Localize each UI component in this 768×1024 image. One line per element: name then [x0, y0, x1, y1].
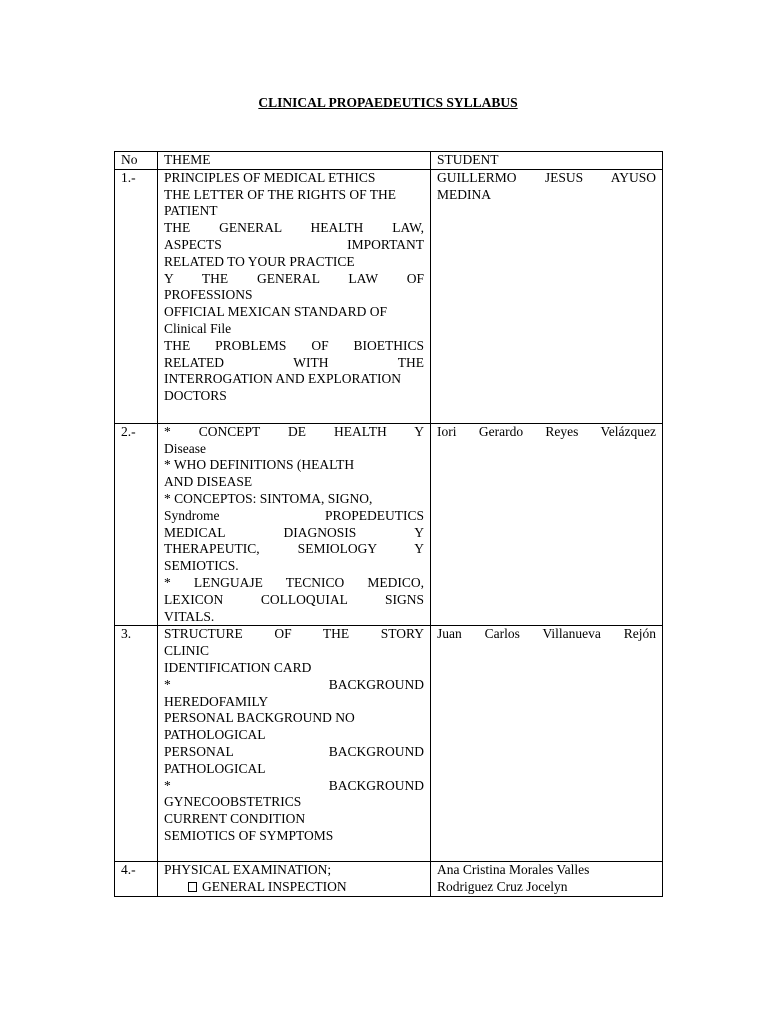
theme-line: PATIENT: [164, 203, 218, 219]
table-row: [115, 626, 663, 862]
theme-line: STRUCTURE OF THE STORY: [164, 626, 424, 642]
theme-line: * LENGUAJE TECNICO MEDICO,: [164, 574, 424, 590]
theme-line: AND DISEASE: [164, 474, 253, 490]
student-name: Juan Carlos Villanueva Rejón: [437, 626, 656, 642]
table-row: [115, 862, 663, 897]
theme-line: IDENTIFICATION CARD: [164, 659, 312, 675]
theme-line: CLINIC: [164, 643, 209, 659]
theme-line: THE LETTER OF THE RIGHTS OF THE: [164, 186, 396, 202]
theme-line: CURRENT CONDITION: [164, 811, 306, 827]
theme-line: PERSONAL BACKGROUND NO: [164, 710, 355, 726]
table-header-row: [115, 152, 663, 170]
student-name: GUILLERMO JESUS AYUSO: [437, 169, 656, 185]
row-number: 1.-: [115, 169, 158, 423]
theme-line: GYNECOOBSTETRICS: [164, 794, 302, 810]
theme-cell: [158, 626, 431, 862]
row-number: 2.-: [115, 423, 158, 626]
theme-line: * WHO DEFINITIONS (HEALTH: [164, 457, 355, 473]
theme-line: HEREDOFAMILY: [164, 693, 269, 709]
student-name: Iori Gerardo Reyes Velázquez: [437, 423, 656, 439]
row-number: 4.-: [115, 862, 158, 897]
theme-line: RELATED WITH THE: [164, 354, 424, 370]
theme-line: Clinical File: [164, 320, 232, 336]
theme-line: PATHOLOGICAL: [164, 727, 266, 743]
theme-line: THE PROBLEMS OF BIOETHICS: [164, 337, 424, 353]
theme-line: VITALS.: [164, 608, 215, 624]
row-number: 3.: [115, 626, 158, 862]
theme-line: SEMIOTICS OF SYMPTOMS: [164, 827, 334, 843]
student-cell: [431, 423, 663, 626]
theme-line: * CONCEPT DE HEALTH Y: [164, 423, 424, 439]
theme-line: PERSONAL BACKGROUND: [164, 743, 424, 759]
table-row: [115, 169, 663, 423]
student-cell: [431, 862, 663, 897]
student-name: Ana Cristina Morales Valles: [437, 862, 590, 878]
theme-line: INTERROGATION AND EXPLORATION: [164, 371, 401, 387]
student-name: Rodriguez Cruz Jocelyn: [437, 879, 568, 895]
theme-line: * BACKGROUND: [164, 676, 424, 692]
page-title: CLINICAL PROPAEDEUTICS SYLLABUS: [258, 95, 518, 110]
checkbox-bullet-icon: [188, 882, 197, 892]
theme-line: * BACKGROUND: [164, 777, 424, 793]
theme-line: * CONCEPTOS: SINTOMA, SIGNO,: [164, 490, 373, 506]
theme-cell: [158, 423, 431, 626]
header-no: No: [115, 152, 158, 170]
theme-line: MEDICAL DIAGNOSIS Y: [164, 524, 424, 540]
theme-line: SEMIOTICS.: [164, 558, 239, 574]
theme-line: ASPECTS IMPORTANT: [164, 236, 424, 252]
theme-line: PHYSICAL EXAMINATION;: [164, 862, 332, 878]
theme-line: OFFICIAL MEXICAN STANDARD OF: [164, 304, 388, 320]
theme-line: Syndrome PROPEDEUTICS: [164, 507, 424, 523]
theme-line: PRINCIPLES OF MEDICAL ETHICS: [164, 169, 376, 185]
theme-cell: [158, 862, 431, 897]
syllabus-table: [114, 151, 663, 897]
theme-line: RELATED TO YOUR PRACTICE: [164, 253, 355, 269]
student-name: MEDINA: [437, 186, 491, 202]
student-cell: [431, 626, 663, 862]
theme-line: THERAPEUTIC, SEMIOLOGY Y: [164, 541, 424, 557]
table-row: [115, 423, 663, 626]
theme-line: PATHOLOGICAL: [164, 760, 266, 776]
theme-line: DOCTORS: [164, 388, 227, 404]
theme-line: Disease: [164, 440, 206, 456]
header-theme: THEME: [158, 152, 431, 170]
header-student: STUDENT: [431, 152, 663, 170]
theme-line: GENERAL INSPECTION: [202, 879, 347, 895]
theme-line: LEXICON COLLOQUIAL SIGNS: [164, 591, 424, 607]
theme-line: PROFESSIONS: [164, 287, 253, 303]
theme-line: THE GENERAL HEALTH LAW,: [164, 220, 424, 236]
student-cell: [431, 169, 663, 423]
theme-cell: [158, 169, 431, 423]
theme-bullet-item: [164, 879, 424, 896]
theme-line: Y THE GENERAL LAW OF: [164, 270, 424, 286]
